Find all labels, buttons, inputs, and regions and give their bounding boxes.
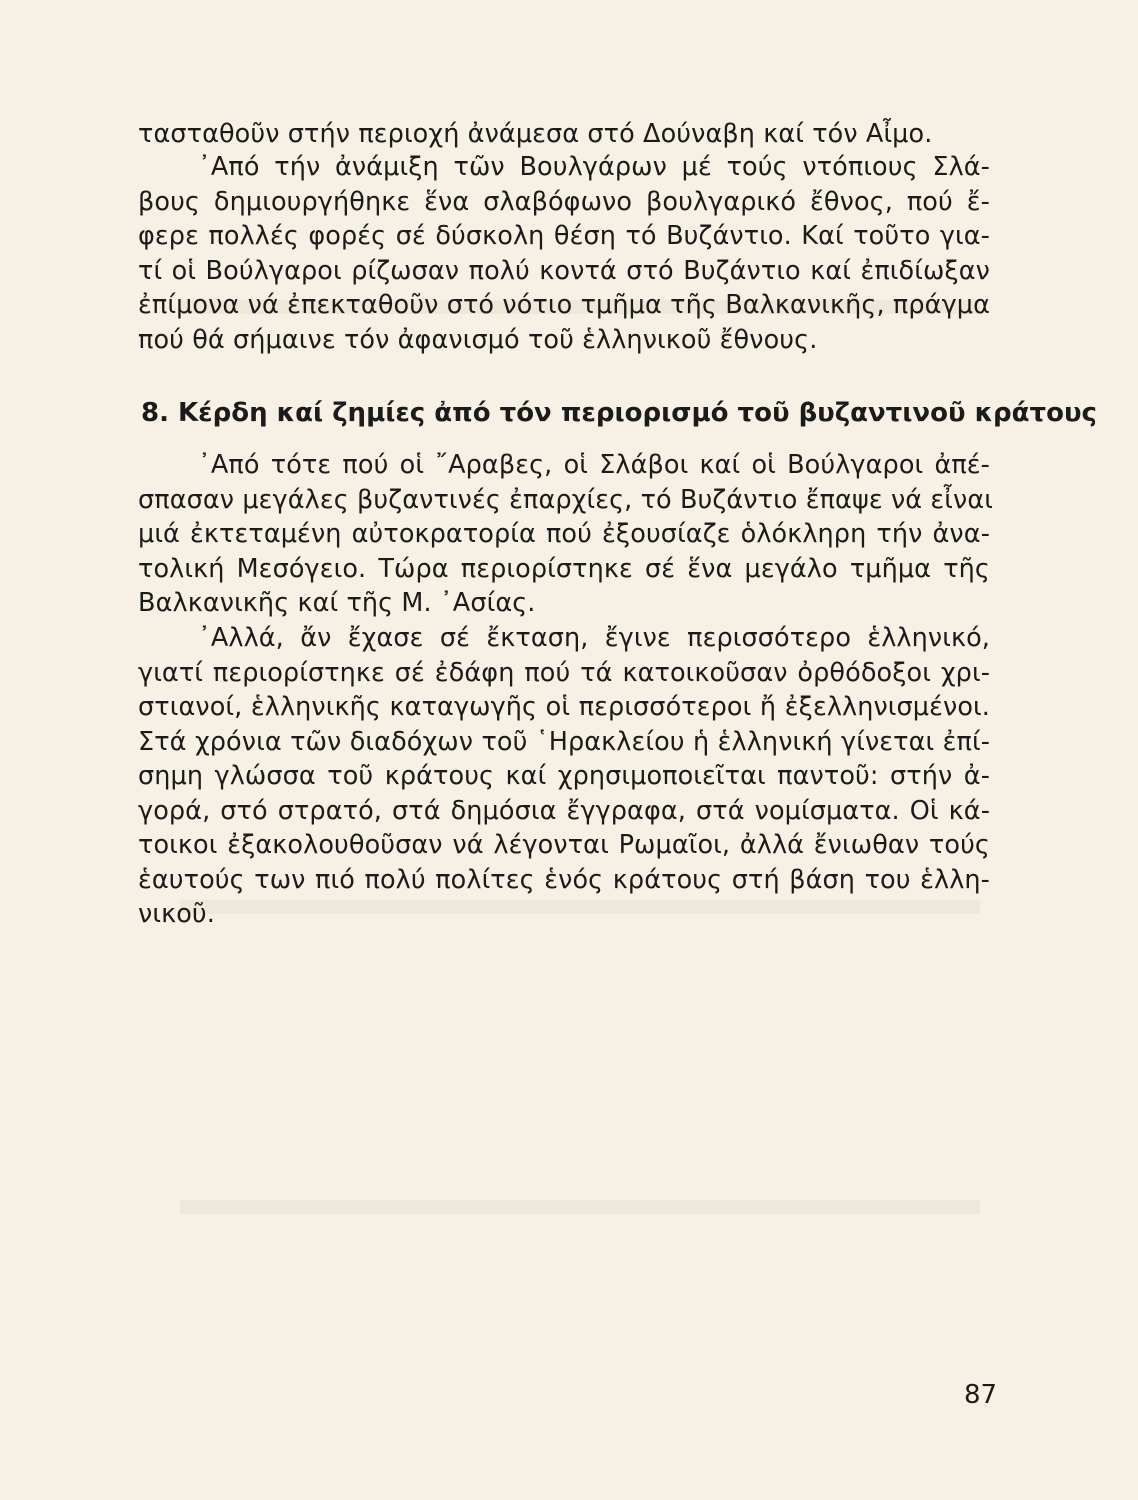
text-line: Στά χρόνια τῶν διαδόχων τοῦ ῾Ηρακλείου ἡ ἑλληνική γίνεται ἐπί- — [138, 726, 990, 757]
text-line: νικοῦ. — [138, 899, 215, 929]
text-line: μιά ἐκτεταμένη αὐτοκρατορία πού ἐξουσίαζε ὁλόκληρη τήν ἀνα- — [138, 519, 990, 549]
show-through-band — [180, 1200, 980, 1214]
paragraph-3 — [138, 448, 994, 621]
paragraph-1 — [138, 117, 990, 152]
text-line: τασταθοῦν στήν περιοχή ἀνάμεσα στό Δούναβη καί τόν Αἶμο. — [138, 119, 933, 149]
text-line: σπασαν μεγάλες βυζαντινές ἐπαρχίες, τό Βυζάντιο ἔπαψε νά εἶναι — [138, 484, 994, 515]
section-heading: 8. Κέρδη καί ζημίες ἀπό τόν περιορισμό τοῦ βυζαντινοῦ κράτους — [141, 398, 1097, 428]
text-line: τολική Μεσόγειο. Τώρα περιορίστηκε σέ ἕνα μεγάλο τμῆμα τῆς — [138, 553, 990, 584]
text-line: ᾽Από τήν ἀνάμιξη τῶν Βουλγάρων μέ τούς ντόπιους Σλά- — [198, 152, 990, 182]
paragraph-2 — [138, 150, 990, 357]
text-line: σημη γλώσσα τοῦ κράτους καί χρησιμοποιεῖται παντοῦ: στήν ἀ- — [138, 761, 990, 791]
text-line: γορά, στό στρατό, στά δημόσια ἔγγραφα, στά νομίσματα. Οἱ κά- — [138, 795, 990, 826]
text-line: ᾽Από τότε πού οἱ ῎Αραβες, οἱ Σλάβοι καί οἱ Βούλγαροι ἀπέ- — [198, 450, 990, 480]
paragraph-4 — [138, 621, 990, 932]
text-line: στιανοί, ἑλληνικῆς καταγωγῆς οἱ περισσότεροι ἤ ἐξελληνισμένοι. — [138, 692, 990, 722]
text-line: πού θά σήμαινε τόν ἀφανισμό τοῦ ἑλληνικοῦ ἔθνους. — [138, 324, 818, 355]
text-line: τοικοι ἐξακολουθοῦσαν νά λέγονται Ρωμαῖοι, ἀλλά ἔνιωθαν τούς — [138, 830, 990, 860]
text-line: ἑαυτούς των πιό πολύ πολίτες ἑνός κράτους στή βάση του ἑλλη- — [138, 864, 990, 895]
text-line: γιατί περιορίστηκε σέ ἐδάφη πού τά κατοικοῦσαν ὀρθόδοξοι χρι- — [138, 657, 990, 688]
text-line: βους δημιουργήθηκε ἕνα σλαβόφωνο βουλγαρικό ἔθνος, πού ἔ- — [138, 186, 990, 217]
text-line: τί οἱ Βούλγαροι ρίζωσαν πολύ κοντά στό Βυζάντιο καί ἐπιδίωξαν — [138, 255, 990, 286]
page-number: 87 — [964, 1380, 998, 1410]
text-line: ἐπίμονα νά ἐπεκταθοῦν στό νότιο τμῆμα τῆς Βαλκανικῆς, πράγμα — [138, 290, 990, 320]
text-line: φερε πολλές φορές σέ δύσκολη θέση τό Βυζάντιο. Καί τοῦτο για- — [138, 221, 990, 251]
text-line: Βαλκανικῆς καί τῆς Μ. ᾽Ασίας. — [138, 588, 536, 618]
text-line: ᾽Αλλά, ἄν ἔχασε σέ ἔκταση, ἔγινε περισσότερο ἑλληνικό, — [198, 623, 990, 653]
